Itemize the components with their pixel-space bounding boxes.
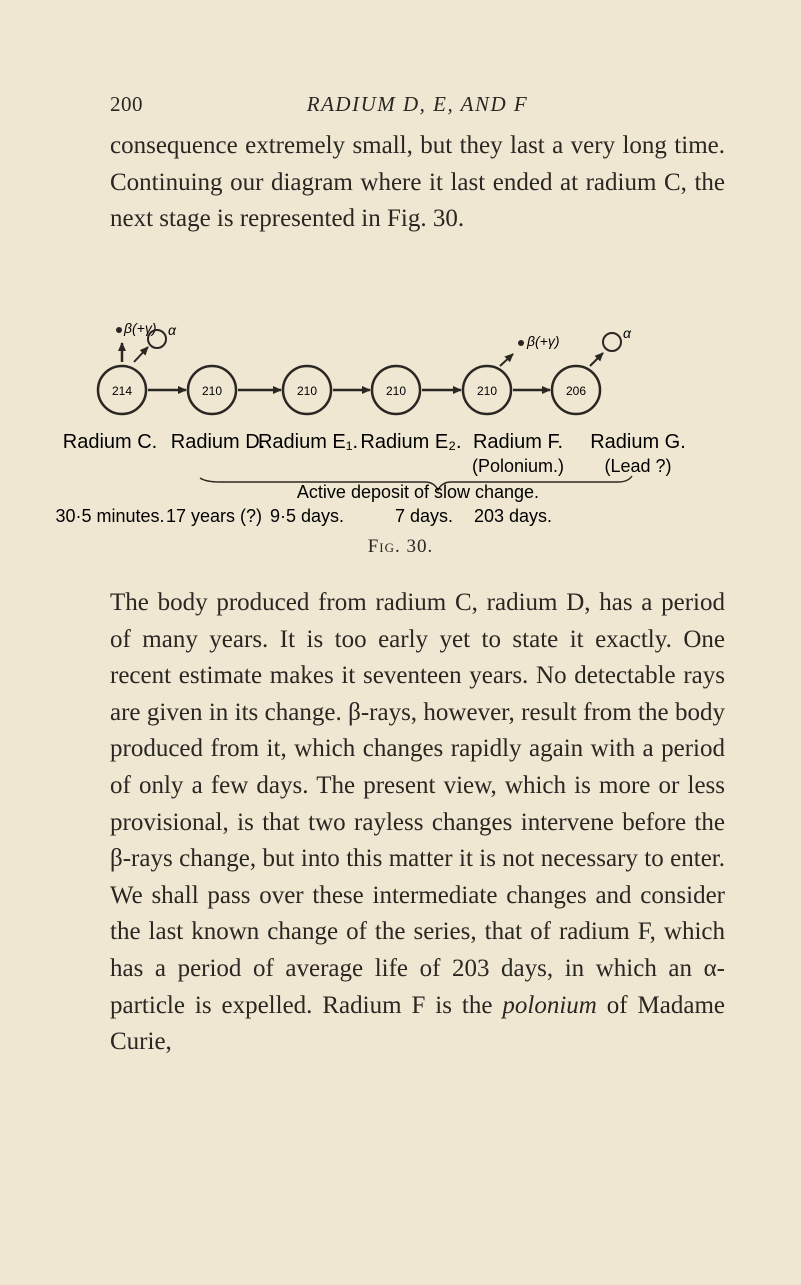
decay-diagram <box>0 300 801 550</box>
element-label: Radium G. <box>590 431 686 453</box>
element-label: Radium C. <box>62 431 158 453</box>
beta-gamma-label: β(+γ) <box>527 333 560 349</box>
alpha-particle-icon <box>148 330 166 348</box>
alpha-label: α <box>168 322 176 338</box>
alpha-label: α <box>623 325 631 341</box>
paragraph-intro <box>110 128 725 238</box>
atomic-weight: 210 <box>296 384 318 398</box>
element-label: Radium D. <box>170 431 266 453</box>
beta-arrow-icon <box>500 354 513 366</box>
emission-alpha-radium-f <box>590 325 632 366</box>
element-sublabel: (Polonium.) <box>471 456 565 476</box>
node-6 <box>552 366 686 476</box>
emission-beta-gamma-radium-c <box>116 320 157 362</box>
figure-caption-text: Fig. 30. <box>367 536 434 557</box>
element-label: Radium E₂. <box>360 431 462 453</box>
alpha-particle-icon <box>603 333 621 351</box>
page-header <box>110 92 725 122</box>
paragraph-body-end: of Madame Curie, <box>110 991 726 1056</box>
paragraph-body <box>110 585 725 1061</box>
beta-gamma-label: β(+γ) <box>124 320 157 336</box>
alpha-arrow-icon <box>590 353 603 366</box>
polonium-italic: polonium <box>502 991 597 1019</box>
atomic-weight: 206 <box>565 384 587 398</box>
decay-chain <box>55 366 685 526</box>
atomic-weight: 210 <box>385 384 407 398</box>
particle-dot-icon <box>116 327 122 333</box>
particle-dot-icon <box>518 340 524 346</box>
brace-label: Active deposit of slow change. <box>296 482 540 502</box>
paragraph-intro-text: consequence extremely small, but they last a very long time. Continuing our diagram where it last ended at radium C, the next stage is represented in Fig. 30. <box>110 132 725 232</box>
element-label: Radium F. <box>472 431 564 453</box>
period-label: 7 days. <box>394 506 454 526</box>
emission-beta-gamma-radium-e2 <box>500 333 560 366</box>
element-sublabel: (Lead ?) <box>604 456 672 476</box>
element-label: Radium E₁. <box>257 431 359 453</box>
atomic-weight: 210 <box>201 384 223 398</box>
atomic-weight: 210 <box>476 384 498 398</box>
period-label: 30·5 minutes. <box>55 506 165 526</box>
alpha-arrow-icon <box>134 347 148 362</box>
page-number: 200 <box>110 92 143 116</box>
running-head: RADIUM D, E, AND F <box>306 92 529 116</box>
period-label: 203 days. <box>473 506 553 526</box>
atomic-weight: 214 <box>111 384 133 398</box>
period-label: 17 years (?) <box>165 506 263 526</box>
figure-caption <box>0 536 801 558</box>
period-label: 9·5 days. <box>269 506 345 526</box>
paragraph-body-text: The body produced from radium C, radium D, has a period of many years. It is too early yet to state it exactly. One recent estimate makes it seventeen years. No detectable rays are given in its change. β-rays, however, result from the body produced from it, which changes rapidly again with a period of only a few days. The present view, which is more or less provisional, is that two rayless changes intervene before the β-rays change, but into this matter it is not necessary to enter. We shall pass over these intermediate changes and consider the last known change of the series, that of radium F, which has a period of average life of 203 days, in which an α-particle is expelled. Radium F is the <box>110 589 725 1019</box>
